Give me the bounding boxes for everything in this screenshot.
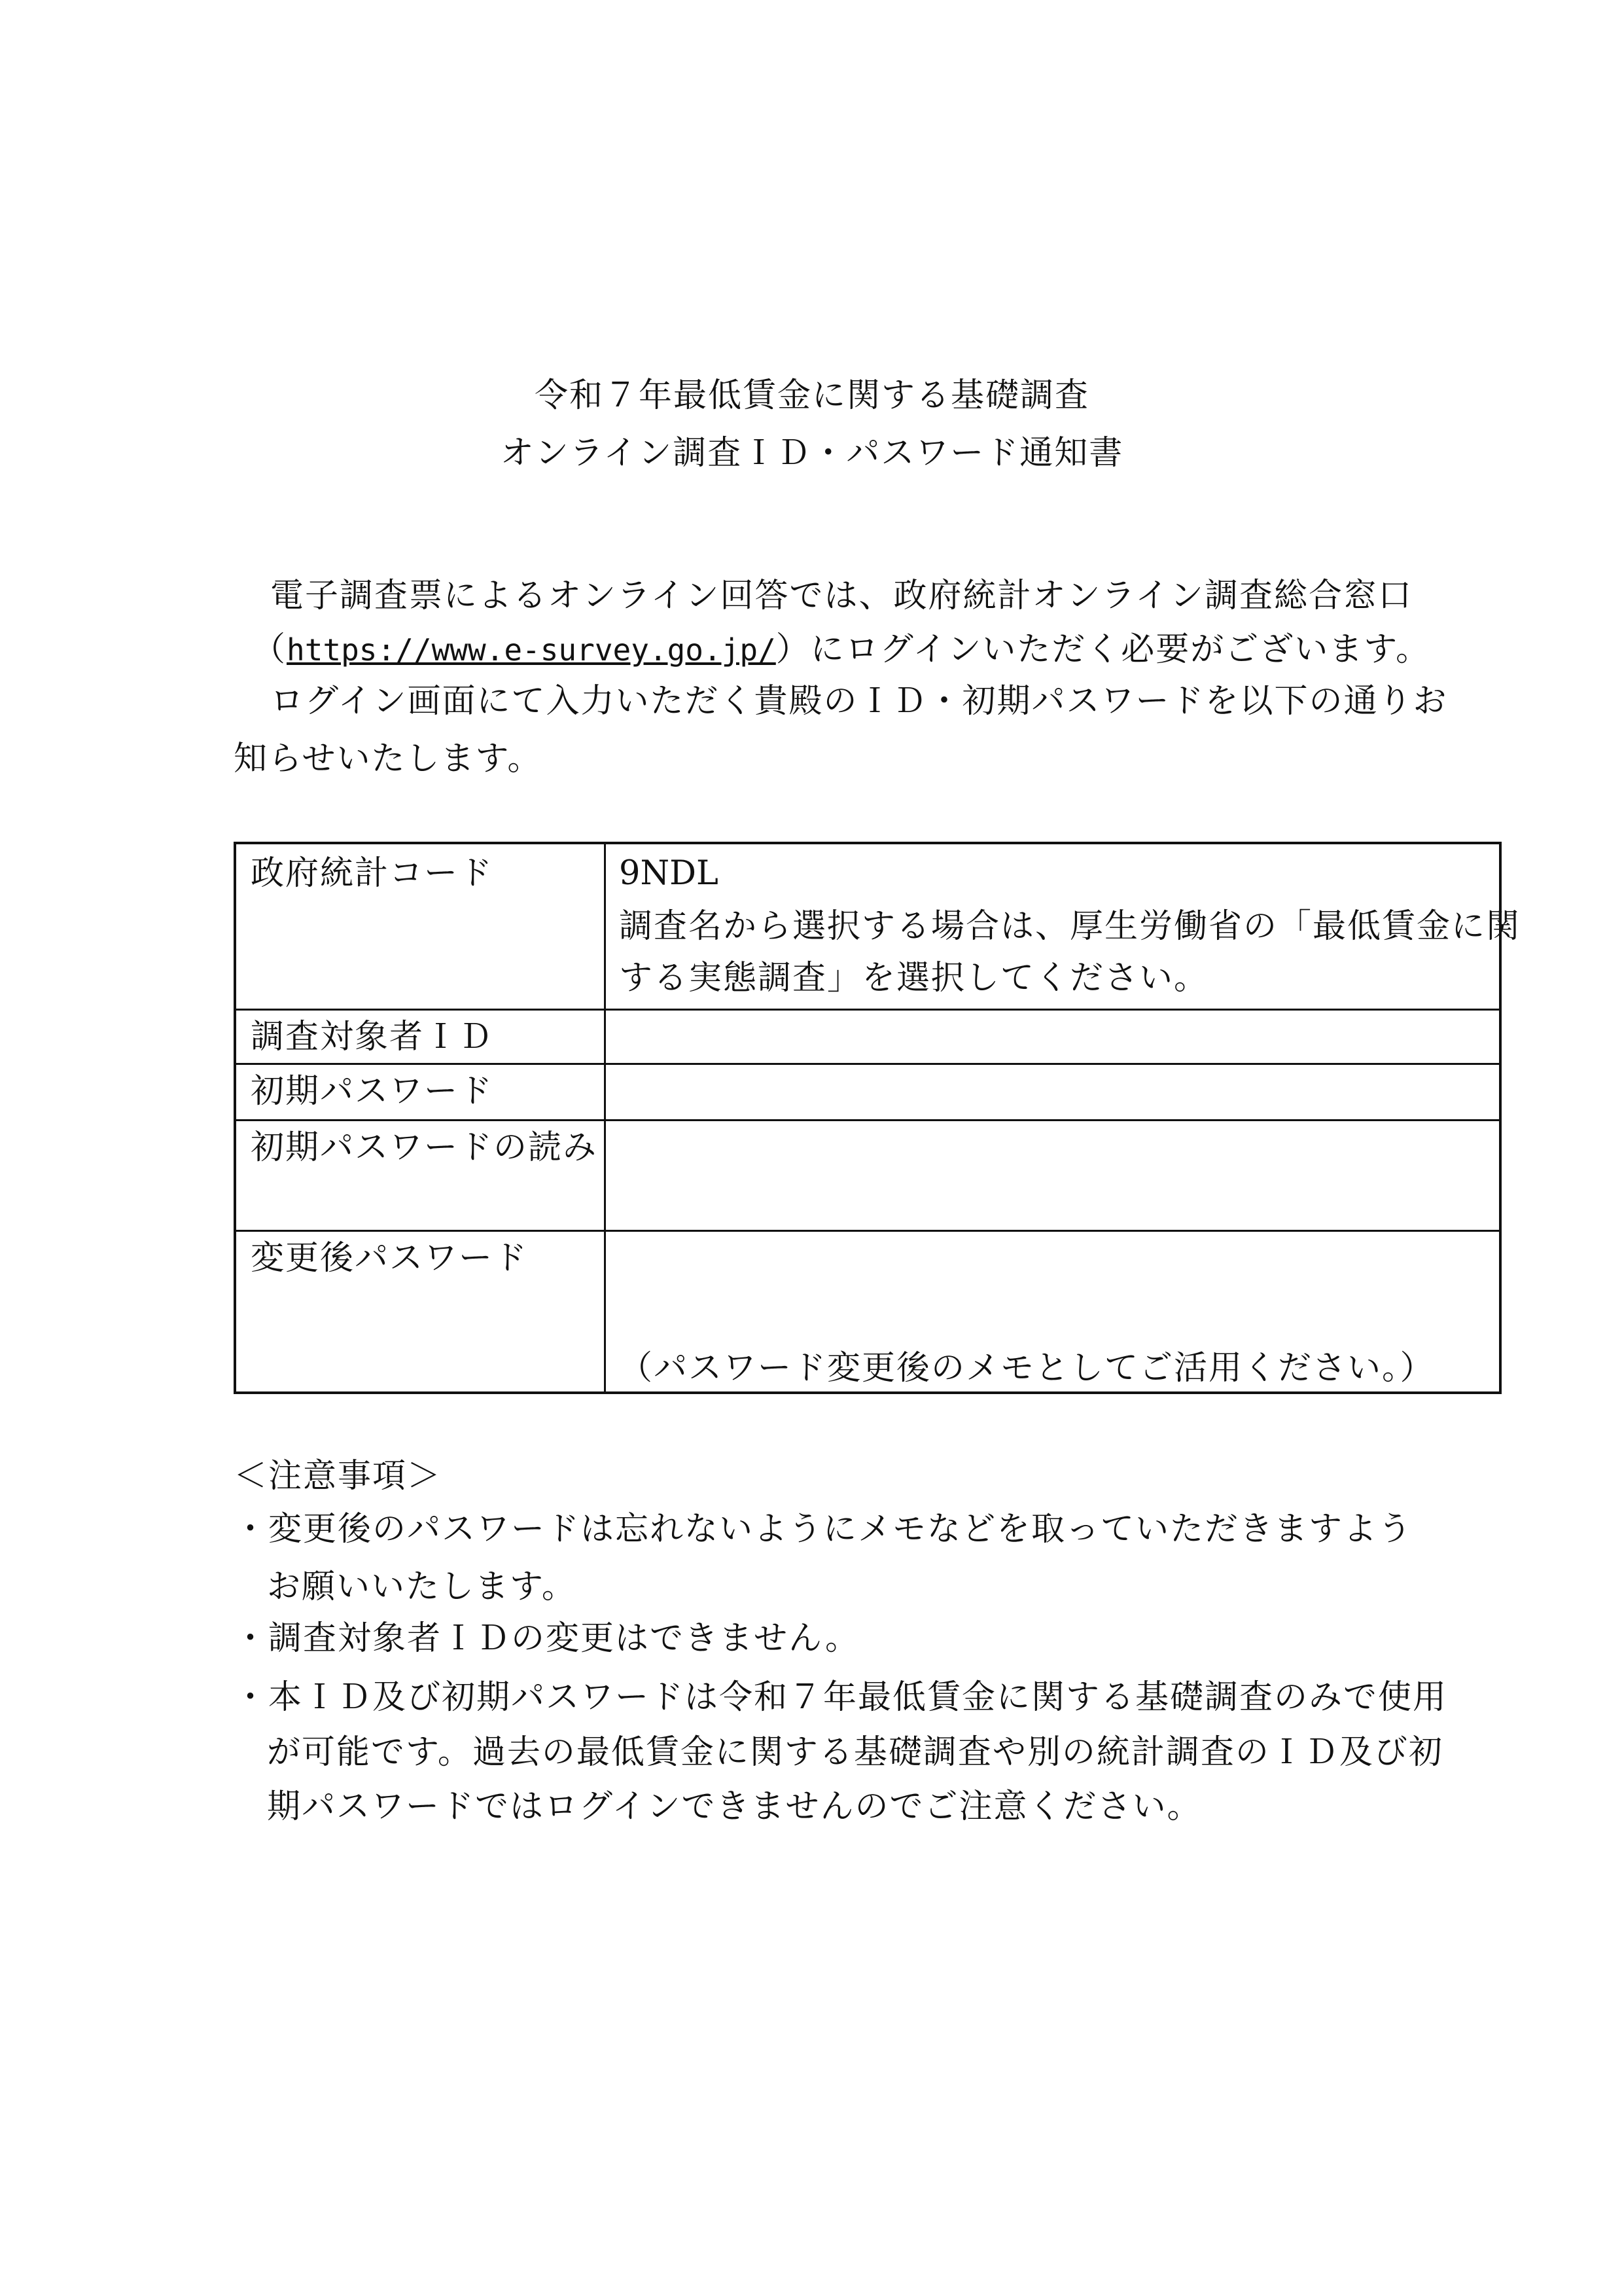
row-divider — [236, 1009, 1499, 1011]
intro-line-3: ログイン画面にて入力いただく貴殿のＩＤ・初期パスワードを以下の通りお — [270, 682, 1448, 721]
intro-line-1: 電子調査票によるオンライン回答では、政府統計オンライン調査総合窓口 — [270, 577, 1413, 615]
intro-line-2 — [252, 630, 1430, 670]
label-stat-code: 政府統計コード — [251, 854, 494, 893]
intro-line-4: 知らせいたします。 — [234, 740, 542, 778]
stat-code-note-1: 調査名から選択する場合は、厚生労働省の「最低賃金に関 — [619, 907, 1521, 946]
label-password-reading: 初期パスワードの読み — [251, 1128, 598, 1167]
note-2-line-1: ・調査対象者ＩＤの変更はできません。 — [234, 1619, 860, 1658]
credentials-table — [234, 842, 1521, 1394]
stat-code-value: 9NDL — [619, 854, 718, 893]
note-3-line-1: ・本ＩＤ及び初期パスワードは令和７年最低賃金に関する基礎調査のみで使用 — [234, 1678, 1448, 1717]
row-divider — [236, 1230, 1499, 1232]
column-divider — [604, 844, 606, 1391]
open-paren: （ — [252, 630, 287, 669]
title-line-2: オンライン調査ＩＤ・パスワード通知書 — [500, 434, 1124, 473]
row-divider — [236, 1063, 1499, 1065]
title-line-1: 令和７年最低賃金に関する基礎調査 — [534, 376, 1089, 415]
label-initial-password: 初期パスワード — [251, 1072, 494, 1111]
note-3-line-2: が可能です。過去の最低賃金に関する基礎調査や別の統計調査のＩＤ及び初 — [267, 1733, 1443, 1772]
changed-password-memo-hint: （パスワード変更後のメモとしてご活用ください。） — [619, 1349, 1435, 1388]
note-1-line-2: お願いいたします。 — [267, 1568, 576, 1606]
note-3-line-3: 期パスワードではログインできませんのでご注意ください。 — [267, 1787, 1202, 1826]
intro-line-2-text: ）にログインいただく必要がございます。 — [775, 630, 1431, 669]
label-respondent-id: 調査対象者ＩＤ — [251, 1018, 494, 1056]
label-changed-password: 変更後パスワード — [251, 1239, 529, 1278]
stat-code-note-2: する実態調査」を選択してください。 — [619, 959, 1209, 997]
note-1-line-1: ・変更後のパスワードは忘れないようにメモなどを取っていただきますよう — [234, 1510, 1413, 1549]
row-divider — [236, 1119, 1499, 1121]
notes-heading: ＜注意事項＞ — [234, 1457, 442, 1496]
e-survey-link[interactable]: https://www.e-survey.go.jp/ — [287, 632, 776, 668]
